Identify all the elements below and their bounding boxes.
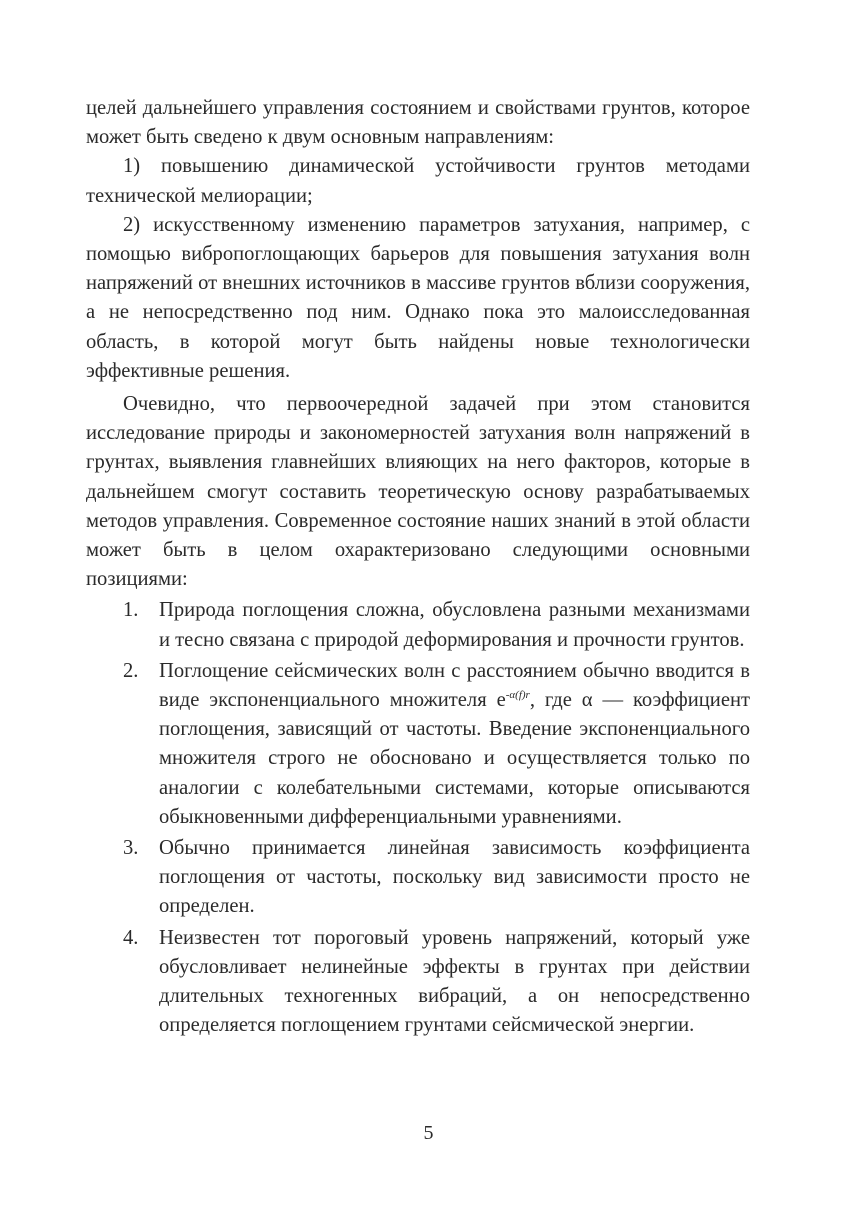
list-item-text-after: , где α — коэффициент поглощения, зависящий от частоты. Введение экспоненциального множителя строго не обосновано и осуществляется только по аналогии с колебательными системами, которые описываются обыкновенными дифференциальными уравнениями. bbox=[159, 689, 750, 828]
list-item-number: 4. bbox=[123, 926, 139, 949]
list-item bbox=[86, 834, 750, 922]
page-number: 5 bbox=[423, 1122, 434, 1144]
list-item-text: Неизвестен тот пороговый уровень напряжений, который уже обусловливает нелинейные эффекты в грунтах при действии длительных техногенных вибраций, а он непосредственно определяется поглощением грунтами сейсмической энергии. bbox=[159, 926, 750, 1037]
paragraph-intro: целей дальнейшего управления состоянием и свойствами грунтов, которое может быть сведено к двум основным направлениям: bbox=[86, 97, 750, 149]
paragraph-direction-1: 1) повышению динамической устойчивости грунтов методами технической мелиорации; bbox=[86, 155, 750, 207]
list-item bbox=[86, 924, 750, 1041]
list-item bbox=[86, 657, 750, 832]
paragraph-obviously: Очевидно, что первоочередной задачей при этом становится исследование природы и закономерностей затухания волн напряжений в грунтах, выявления главнейших влияющих на него факторов, которые в дальнейшем смогут составить теоретическую основу разрабатываемых методов управления. Современное состояние наших знаний в этой области может быть в целом охарактеризовано следующими основными позициями: bbox=[86, 393, 750, 591]
list-item-text: Обычно принимается линейная зависимость коэффициента поглощения от частоты, поскольку вид зависимости просто не определен. bbox=[159, 837, 750, 918]
list-item-text: Природа поглощения сложна, обусловлена разными механизмами и тесно связана с природой деформирования и прочности грунтов. bbox=[159, 599, 750, 651]
list-item-number: 2. bbox=[123, 659, 139, 682]
list-item-number: 1. bbox=[123, 599, 139, 622]
exponent-formula: -α(f)r bbox=[505, 689, 530, 702]
list-item bbox=[86, 596, 750, 654]
page-body bbox=[86, 94, 750, 1043]
positions-list bbox=[86, 596, 750, 1040]
paragraph-direction-2: 2) искусственному изменению параметров затухания, например, с помощью вибропоглощающих барьеров для повышения затухания волн напряжений от внешних источников в массиве грунтов вблизи сооружения, а не непосредственно под ним. Однако пока это малоисследованная область, в которой могут быть найдены новые технологически эффективные решения. bbox=[86, 213, 750, 382]
list-item-number: 3. bbox=[123, 837, 139, 860]
list-item-text-before: Поглощение сейсмических волн с расстоянием обычно вводится в виде экспоненциального множителя e bbox=[159, 659, 750, 712]
